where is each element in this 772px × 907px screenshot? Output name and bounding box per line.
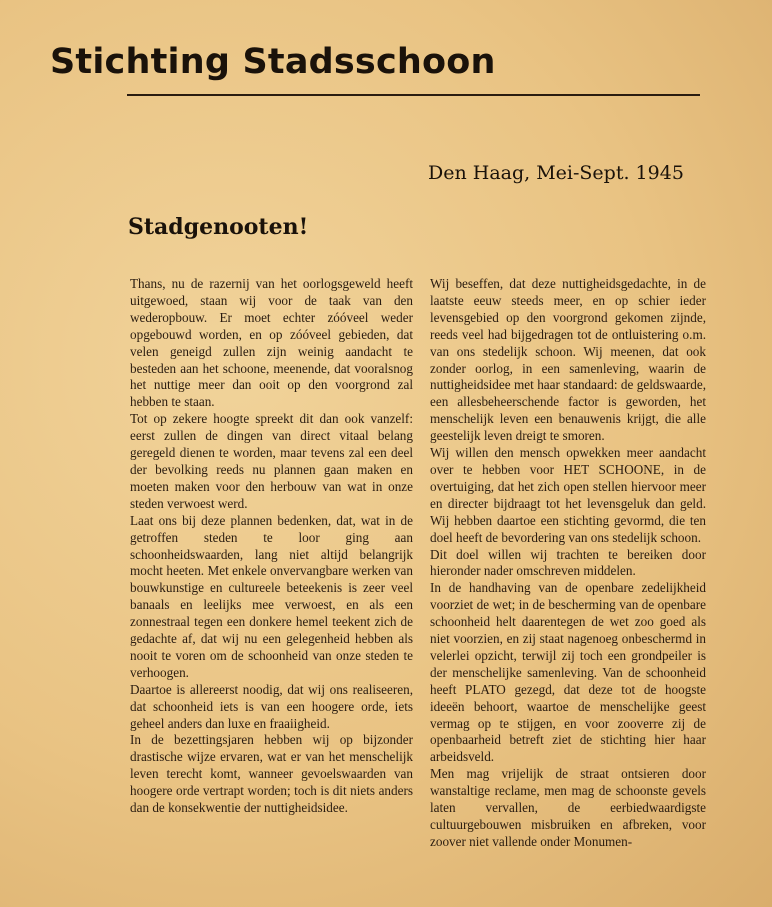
paragraph: Tot op zekere hoogte spreekt dit dan ook vanzelf: eerst zullen de dingen van direct vitaal belang geregeld dienen te worden, maar tevens zal een deel der bevolking reeds nu plannen gaan maken en moeten maken voor den herbouw van wat in onze steden verwoest werd.	[130, 411, 413, 511]
title-divider	[127, 94, 700, 96]
paragraph: In de handhaving van de openbare zedelijkheid voorziet de wet; in de bescherming van de openbare schoonheid helt daarentegen de wet zoo goed als niet voorzien, en zij staat nagenoeg onbeschermd in velerlei opzicht, terwijl zij toch een grondpeiler is der menschelijke samenleving. Van de schoonheid heeft PLATO gezegd, dat deze tot de hoogste ideeën behoort, waartoe de menschelijke geest vermag op te stijgen, en voor zooverre zij de openbaarheid betreft ziet de stichting hier haar arbeidsveld.	[430, 580, 706, 765]
paragraph: Wij beseffen, dat deze nuttigheidsgedachte, in de laatste eeuw steeds meer, en op schier ieder levensgebied op den voorgrond gekomen zijnde, reeds veel had bijgedragen tot de ontluistering o.m. van ons stedelijk schoon. Wij meenen, dat ook zonder oorlog, in een samenleving, waarin de nuttigheidsidee met haar standaard: de geldswaarde, een allesbeheerschende factor is geworden, het menschelijk leven een benauwenis krijgt, die alle geestelijk leven dreigt te smoren.	[430, 276, 706, 444]
paragraph: In de bezettingsjaren hebben wij op bijzonder drastische wijze ervaren, wat er van het menschelijk leven terecht komt, wanneer gevoelswaarden van hoogere orde vertrapt worden; toch is dit niets anders dan de konsekwentie der nuttigheidsidee.	[130, 732, 413, 816]
paragraph: Daartoe is allereerst noodig, dat wij ons realiseeren, dat schoonheid iets is van een hoogere orde, iets geheel anders dan luxe en fraaiigheid.	[130, 681, 413, 731]
paragraph: Wij willen den mensch opwekken meer aandacht over te hebben voor HET SCHOONE, in de overtuiging, dat het zich open stellen hiervoor meer en directer bijdraagt tot het levensgeluk dan geld. Wij hebben daartoe een stichting gevormd, die ten doel heeft de bevordering van ons stedelijk schoon.	[430, 445, 706, 545]
paragraph: Men mag vrijelijk de straat ontsieren door wanstaltige reclame, men mag de schoonste gevels laten vervallen, de eerbiedwaardigste cultuurgebouwen misbruiken en afbreken, voor zoover niet vallende onder Monumen-	[430, 766, 706, 849]
paragraph: Laat ons bij deze plannen bedenken, dat, wat in de getroffen steden te loor ging aan schoonheidswaarden, lang niet altijd belangrijk mocht heeten. Met enkele onvervangbare werken van bouwkunstige en cultureele beteekenis is zeer veel banaals en leelijks mee verwoest, en als een zonnestraal tegen een donkere hemel teekent zich de gedachte af, dat wij nu een gelegenheid hebben als nooit te voren om de schoonheid van onze steden te verhoogen.	[130, 512, 413, 680]
page-title: Stichting Stadsschoon	[50, 42, 496, 82]
left-column	[130, 276, 413, 817]
right-column	[430, 276, 706, 851]
paragraph: Thans, nu de razernij van het oorlogsgeweld heeft uitgewoed, staan wij voor de taak van den wederopbouw. Er moet echter zóóveel weder opgebouwd worden, en op zóóveel gebieden, dat velen geneigd zullen zijn weinig aandacht te besteden aan het schoone, meenende, dat vooralsnog het nuttige meer dan ooit op den voorgrond zal hebben te staan.	[130, 276, 413, 410]
dateline: Den Haag, Mei-Sept. 1945	[428, 162, 684, 184]
paragraph: Dit doel willen wij trachten te bereiken door hieronder nader omschreven middelen.	[430, 546, 706, 579]
salutation-heading: Stadgenooten!	[128, 214, 309, 240]
